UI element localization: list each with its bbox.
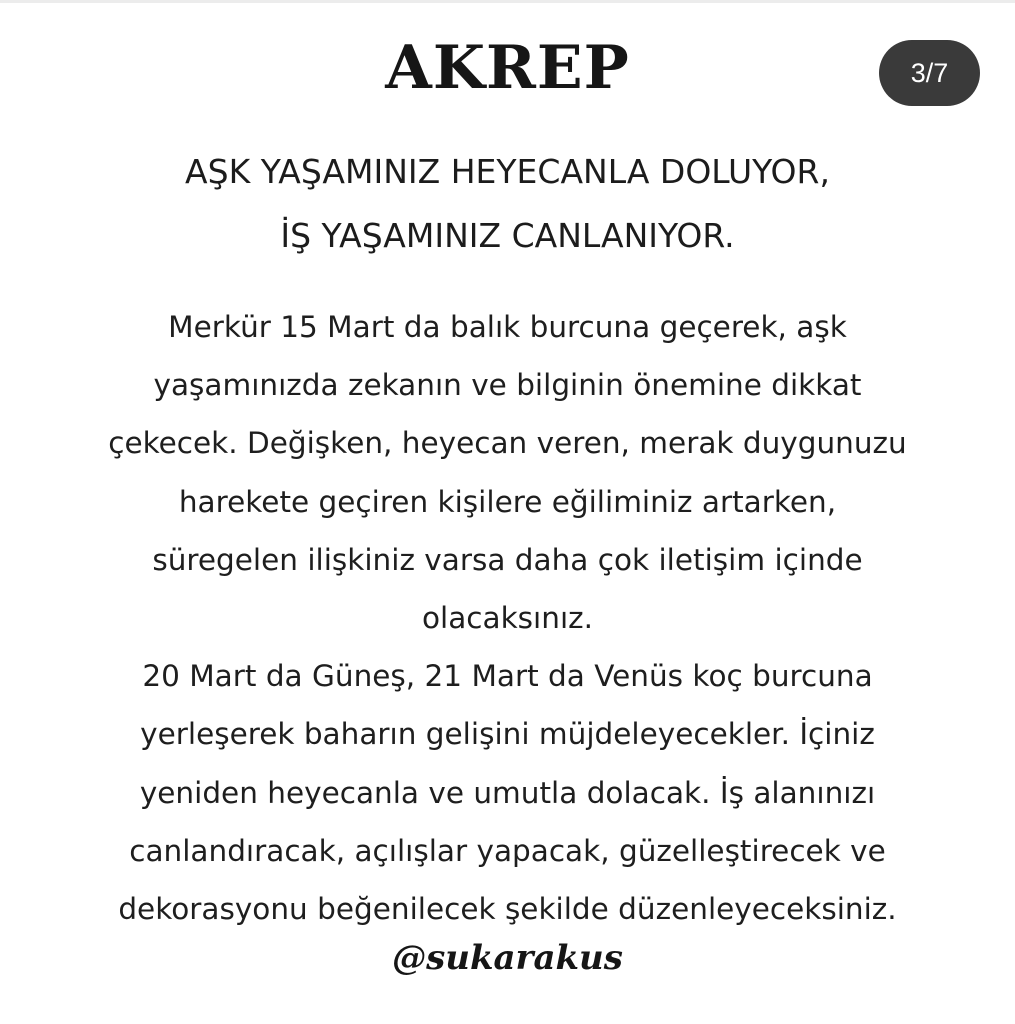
page-title: AKREP — [385, 33, 630, 103]
body-line: Merkür 15 Mart da balık burcuna geçerek, aşk — [168, 310, 847, 344]
body-line: olacaksınız. — [421, 601, 594, 636]
body-line: dekorasyonu beğenilecek şekilde düzenleyeceksiniz. — [118, 892, 897, 927]
body-line: yeniden heyecanla ve umutla dolacak. İş alanınızı — [139, 775, 876, 810]
headline-line: İŞ YAŞAMINIZ CANLANIYOR. — [280, 216, 735, 255]
body-line: 20 Mart da Güneş, 21 Mart da Venüs koç burcuna — [142, 659, 873, 694]
body-line: canlandıracak, açılışlar yapacak, güzelleştirecek ve — [129, 833, 886, 868]
body-line: yerleşerek baharın gelişini müjdeleyecekler. İçiniz — [140, 717, 875, 752]
page-indicator-badge: 3/7 — [879, 40, 980, 106]
body-line: süregelen ilişkiniz varsa daha çok iletişim içinde — [152, 542, 863, 577]
body-paragraph — [10, 298, 1005, 938]
body-line: çekecek. Değişken, heyecan veren, merak duygunuzu — [108, 426, 907, 461]
headline-line: AŞK YAŞAMINIZ HEYECANLA DOLUYOR, — [185, 152, 830, 191]
headline — [20, 140, 995, 268]
body-line: yaşamınızda zekanın ve bilginin önemine dikkat — [153, 368, 862, 403]
author-signature: @sukarakus — [392, 938, 623, 978]
body-line: harekete geçiren kişilere eğiliminiz artarken, — [178, 484, 837, 519]
top-divider — [0, 0, 1015, 3]
